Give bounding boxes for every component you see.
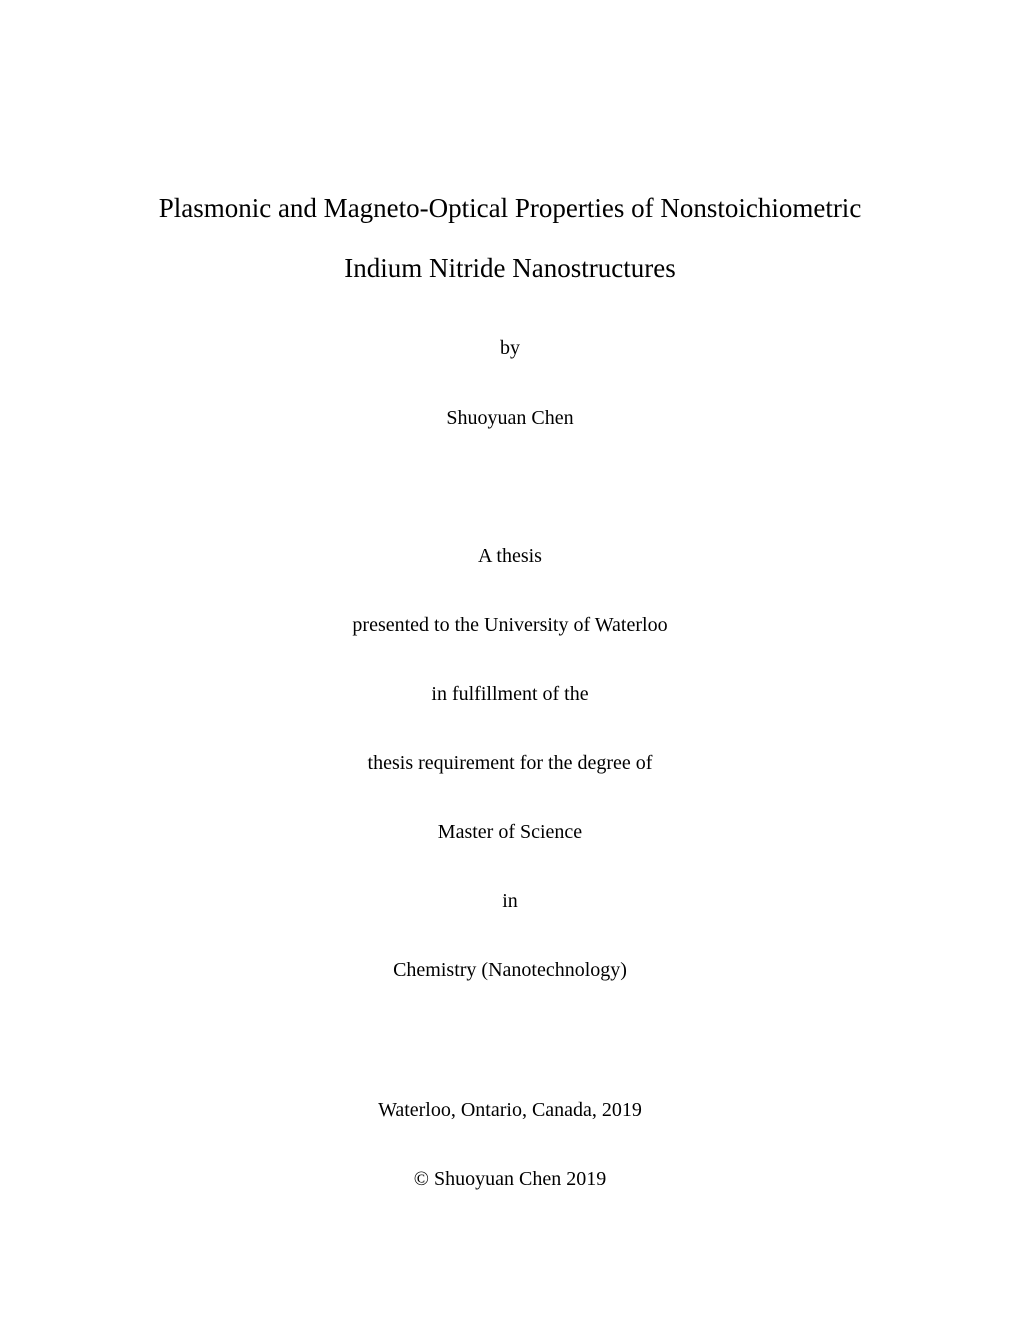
copyright-line: © Shuoyuan Chen 2019: [413, 1168, 607, 1190]
thesis-title-line1: Plasmonic and Magneto-Optical Properties of Nonstoichiometric: [158, 193, 862, 223]
author-name: Shuoyuan Chen: [446, 407, 574, 429]
thesis-statement-line-7: Chemistry (Nanotechnology): [393, 959, 627, 981]
thesis-statement-line-1: A thesis: [478, 545, 542, 567]
thesis-statement-line-6: in: [502, 890, 518, 912]
thesis-statement-line-5: Master of Science: [437, 821, 583, 843]
thesis-statement-line-2: presented to the University of Waterloo: [352, 614, 668, 636]
thesis-statement-line-4: thesis requirement for the degree of: [367, 752, 653, 774]
location-date-line: Waterloo, Ontario, Canada, 2019: [378, 1099, 642, 1121]
thesis-statement-line-3: in fulfillment of the: [431, 683, 589, 705]
thesis-title-line2: Indium Nitride Nanostructures: [344, 253, 676, 283]
byline: by: [500, 337, 520, 359]
